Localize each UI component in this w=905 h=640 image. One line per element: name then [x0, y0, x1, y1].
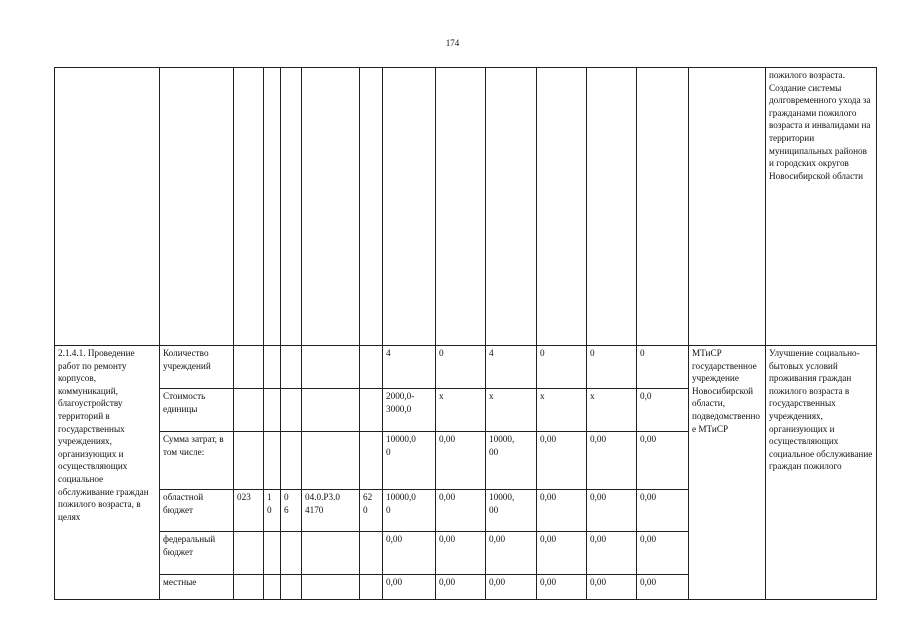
value-cell: 0,00	[537, 575, 587, 600]
cell-value-empty	[587, 68, 637, 346]
cell-value-empty	[637, 68, 689, 346]
vr-cell	[360, 346, 383, 389]
value-cell: 0,00	[436, 432, 486, 490]
measure-title-cell: 2.1.4.1. Проведение работ по ремонту корпусов, коммуникаций, благоустройству территорий в государственных учреждениях, организующих и осуществляющих социальное обслуживание граждан пожилого возраста, в целях	[55, 346, 160, 600]
value-cell: 0,00	[436, 575, 486, 600]
vr-cell	[360, 532, 383, 575]
cell-indicator-empty	[160, 68, 234, 346]
grbs-cell	[234, 575, 264, 600]
value-cell: 0	[537, 346, 587, 389]
value-cell: 0,00	[537, 532, 587, 575]
value-cell: 10000,0 0	[383, 490, 436, 532]
value-cell: 0,00	[436, 490, 486, 532]
csr-cell	[302, 575, 360, 600]
csr-cell	[302, 432, 360, 490]
csr-cell: 04.0.Р3.0 4170	[302, 490, 360, 532]
value-cell: 0	[436, 346, 486, 389]
cell-value-empty	[537, 68, 587, 346]
grbs-cell	[234, 389, 264, 432]
value-cell: х	[537, 389, 587, 432]
grbs-cell: 023	[234, 490, 264, 532]
value-cell: 4	[383, 346, 436, 389]
value-cell: 0,00	[486, 575, 537, 600]
pr-cell	[281, 575, 302, 600]
grbs-cell	[234, 432, 264, 490]
value-cell: 0,0	[637, 389, 689, 432]
value-cell: 10000, 00	[486, 490, 537, 532]
csr-cell	[302, 346, 360, 389]
value-cell: 0,00	[436, 532, 486, 575]
value-cell: 0,00	[537, 490, 587, 532]
grbs-cell	[234, 346, 264, 389]
csr-cell	[302, 532, 360, 575]
value-cell: 0,00	[537, 432, 587, 490]
value-cell: 2000,0- 3000,0	[383, 389, 436, 432]
result-cell: Улучшение социально-бытовых условий проживания граждан пожилого возраста в государственных учреждениях, организующих и осуществляющих социальное обслуживание граждан пожилого	[766, 346, 877, 600]
pr-cell	[281, 532, 302, 575]
pr-cell: 0 6	[281, 490, 302, 532]
cell-grbs-empty	[234, 68, 264, 346]
page-number: 174	[445, 38, 460, 48]
value-cell: х	[486, 389, 537, 432]
pr-cell	[281, 432, 302, 490]
cell-value-empty	[436, 68, 486, 346]
rz-cell	[264, 389, 281, 432]
value-cell: 0,00	[486, 532, 537, 575]
cell-pr-empty	[281, 68, 302, 346]
vr-cell	[360, 575, 383, 600]
indicator-cell: Количество учреждений	[160, 346, 234, 389]
vr-cell: 62 0	[360, 490, 383, 532]
rz-cell	[264, 532, 281, 575]
cell-rz-empty	[264, 68, 281, 346]
cell-result-continuation: пожилого возраста. Создание системы долговременного ухода за гражданами пожилого возраста и инвалидами на территории муниципальных районов и городских округов Новосибирской области	[766, 68, 877, 346]
indicator-cell: федеральный бюджет	[160, 532, 234, 575]
value-cell: 0,00	[587, 575, 637, 600]
cell-measure-empty	[55, 68, 160, 346]
pr-cell	[281, 346, 302, 389]
rz-cell	[264, 346, 281, 389]
value-cell: 4	[486, 346, 537, 389]
pr-cell	[281, 389, 302, 432]
cell-value-empty	[383, 68, 436, 346]
indicator-cell: местные	[160, 575, 234, 600]
value-cell: 0,00	[637, 575, 689, 600]
value-cell: 0,00	[637, 532, 689, 575]
grbs-cell	[234, 532, 264, 575]
cell-vr-empty	[360, 68, 383, 346]
indicator-cell: Стоимость единицы	[160, 389, 234, 432]
value-cell: 0	[587, 346, 637, 389]
value-cell: 10000,0 0	[383, 432, 436, 490]
rz-cell: 1 0	[264, 490, 281, 532]
value-cell: 0,00	[587, 432, 637, 490]
value-cell: х	[436, 389, 486, 432]
value-cell: 0	[637, 346, 689, 389]
program-measures-table	[54, 67, 877, 600]
value-cell: х	[587, 389, 637, 432]
vr-cell	[360, 432, 383, 490]
cell-executor-empty	[689, 68, 766, 346]
rz-cell	[264, 575, 281, 600]
rz-cell	[264, 432, 281, 490]
value-cell: 0,00	[637, 490, 689, 532]
executor-cell: МТиСР государственное учреждение Новосибирской области, подведомственное МТиСР	[689, 346, 766, 600]
value-cell: 0,00	[383, 532, 436, 575]
cell-value-empty	[486, 68, 537, 346]
indicator-cell: Сумма затрат, в том числе:	[160, 432, 234, 490]
value-cell: 0,00	[587, 532, 637, 575]
table-row	[55, 346, 877, 389]
value-cell: 10000, 00	[486, 432, 537, 490]
value-cell: 0,00	[637, 432, 689, 490]
csr-cell	[302, 389, 360, 432]
table-row-continuation	[55, 68, 877, 346]
vr-cell	[360, 389, 383, 432]
cell-csr-empty	[302, 68, 360, 346]
value-cell: 0,00	[587, 490, 637, 532]
indicator-cell: областной бюджет	[160, 490, 234, 532]
value-cell: 0,00	[383, 575, 436, 600]
